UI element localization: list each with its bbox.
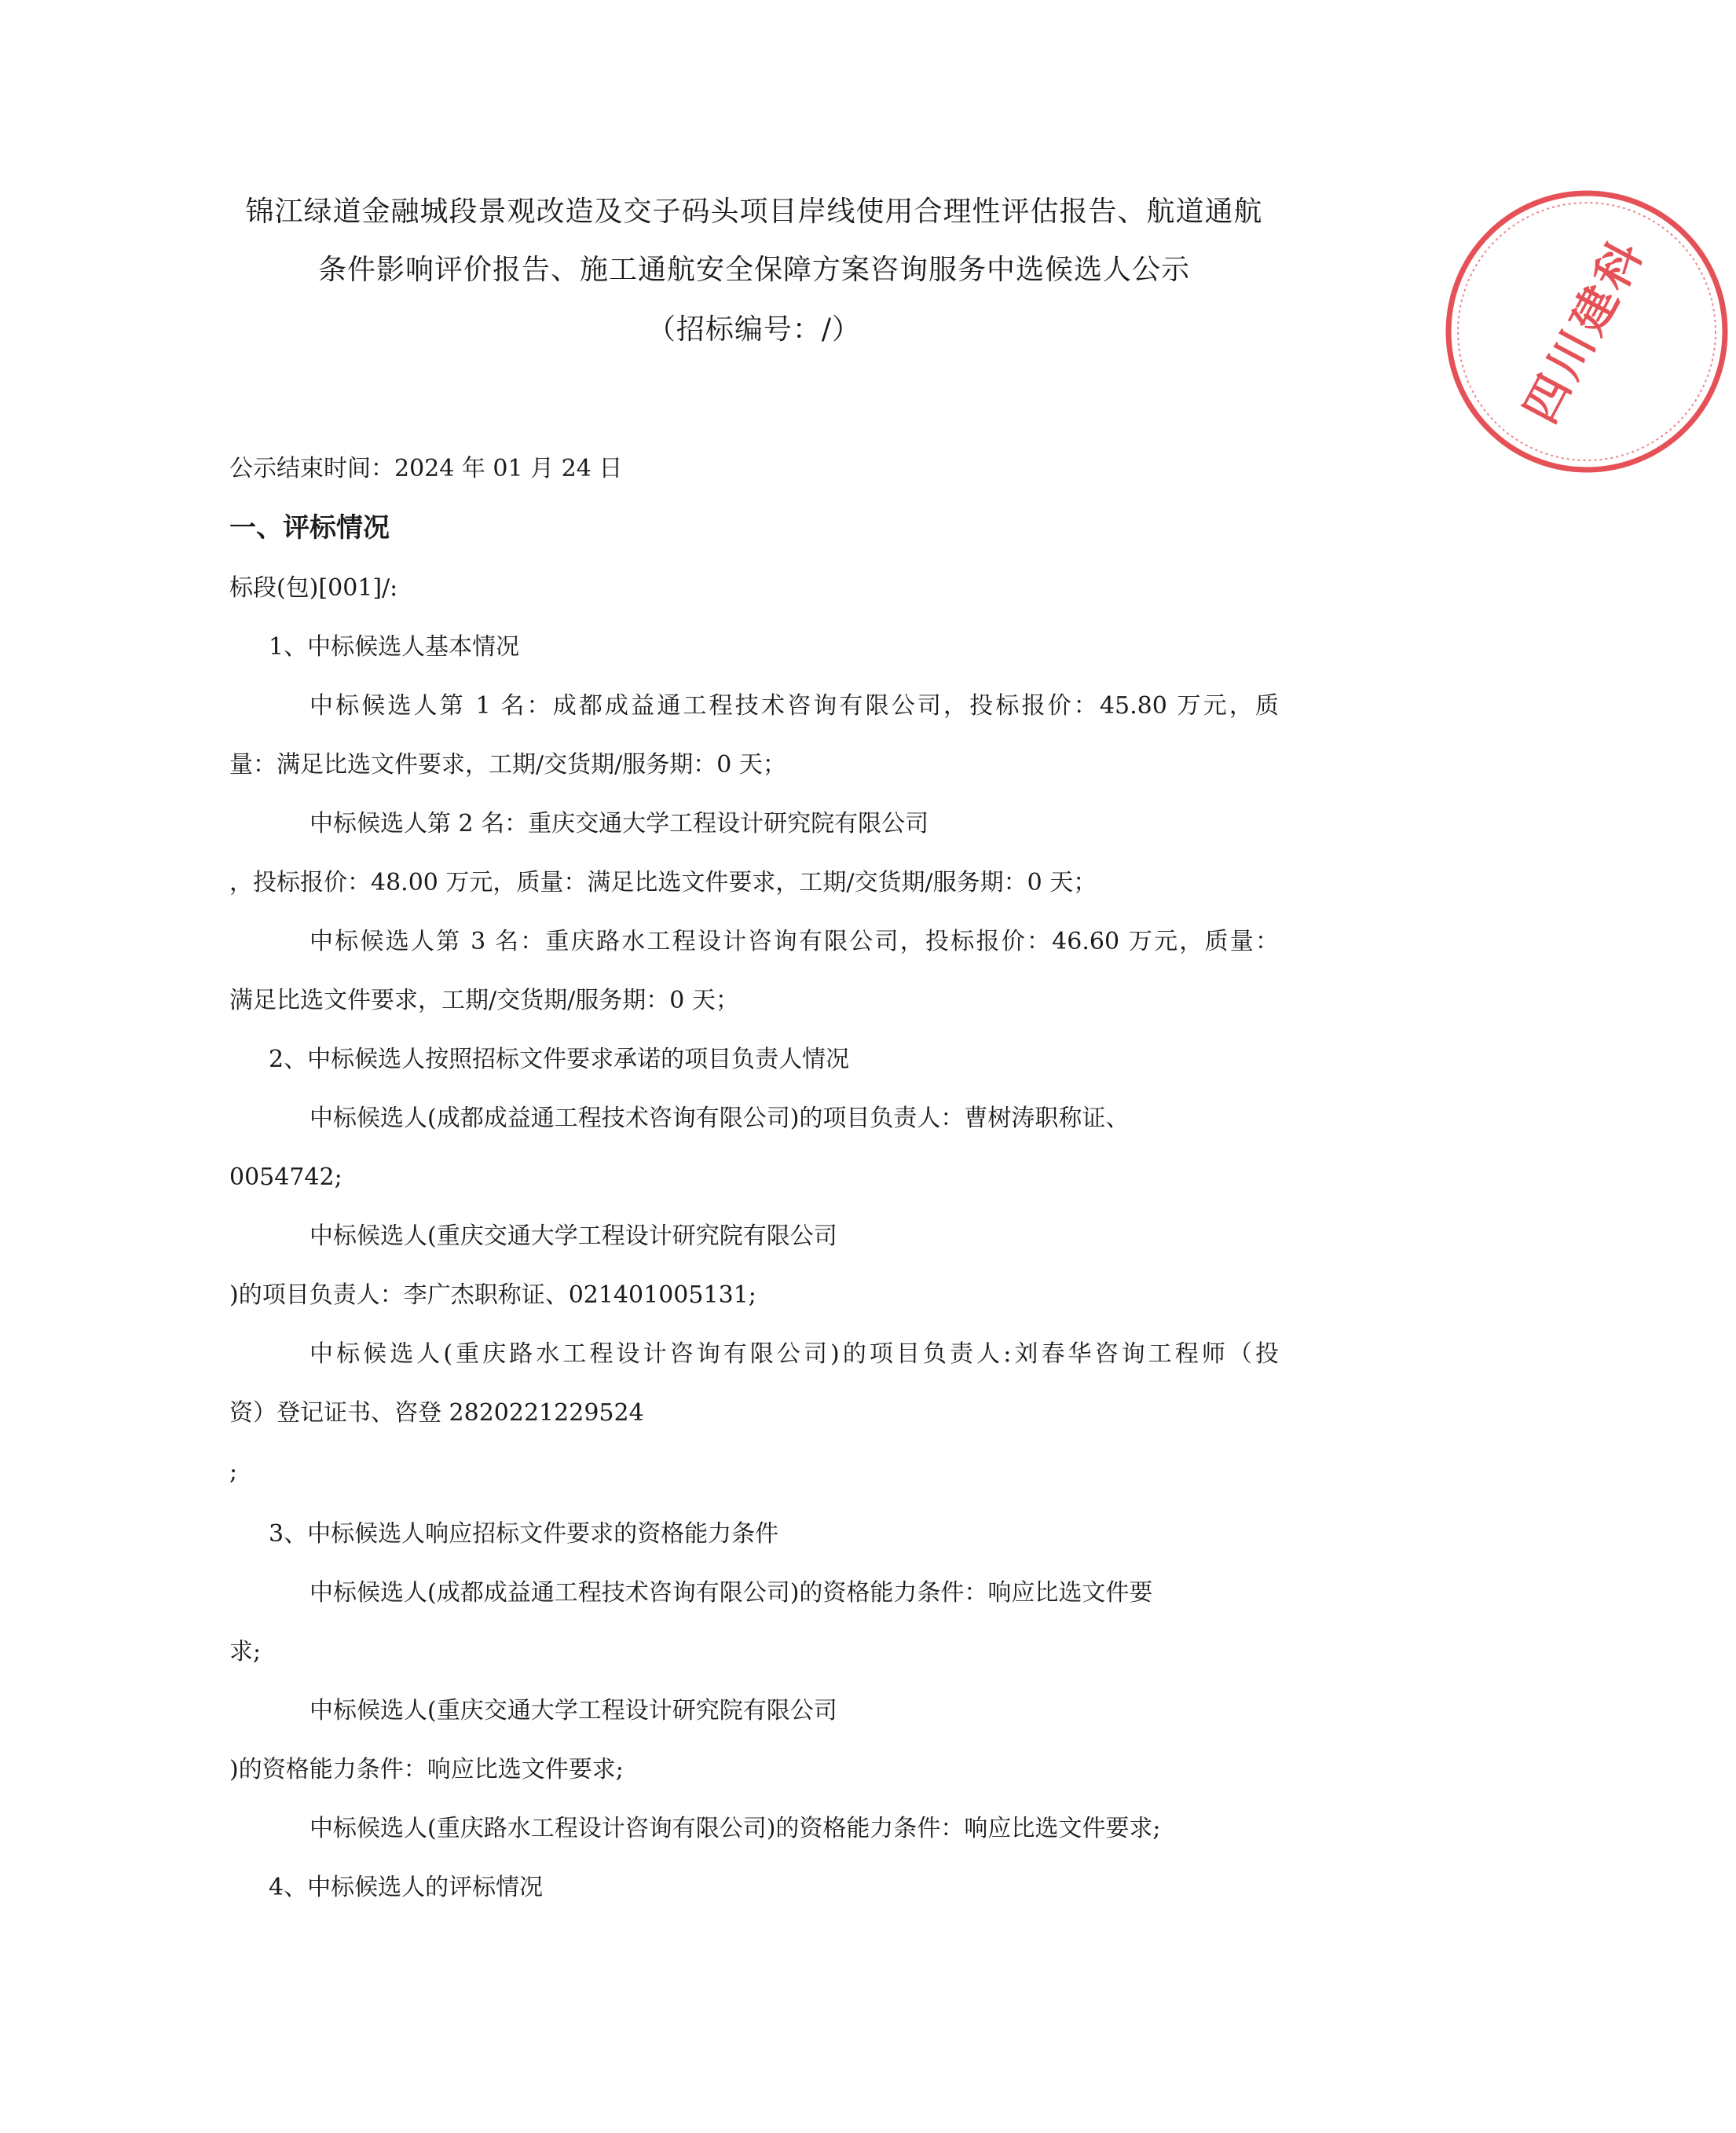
qualification-1-line-2: 求; <box>229 1638 262 1666</box>
subsection-heading-3: 3、中标候选人响应招标文件要求的资格能力条件 <box>269 1520 779 1548</box>
document-title-line-2: 条件影响评价报告、施工通航安全保障方案咨询服务中选候选人公示 <box>317 254 1190 286</box>
candidate-1-line-1: 中标候选人第 1 名：成都成益通工程技术咨询有限公司，投标报价：45.80 万元，质 <box>309 692 1279 720</box>
qualification-3-line-1: 中标候选人(重庆路水工程设计咨询有限公司)的资格能力条件：响应比选文件要求; <box>309 1815 1161 1842</box>
qualification-2-line-1: 中标候选人(重庆交通大学工程设计研究院有限公司 <box>309 1697 837 1724</box>
project-manager-1-line-2: 0054742; <box>229 1164 342 1191</box>
candidate-3-line-1: 中标候选人第 3 名：重庆路水工程设计咨询有限公司，投标报价：46.60 万元，质量： <box>309 928 1279 955</box>
subsection-heading-2: 2、中标候选人按照招标文件要求承诺的项目负责人情况 <box>269 1046 850 1073</box>
qualification-2-line-2: )的资格能力条件：响应比选文件要求; <box>229 1756 624 1783</box>
project-manager-2-line-2: )的项目负责人：李广杰职称证、021401005131; <box>229 1281 756 1309</box>
subsection-heading-4: 4、中标候选人的评标情况 <box>269 1874 544 1901</box>
official-seal-stamp <box>1438 182 1736 481</box>
section-heading-evaluation: 一、评标情况 <box>229 512 390 544</box>
qualification-1-line-1: 中标候选人(成都成益通工程技术咨询有限公司)的资格能力条件：响应比选文件要 <box>309 1579 1153 1607</box>
end-time-value: 2024 年 01 月 24 日 <box>394 455 623 482</box>
end-time-label: 公示结束时间： <box>229 455 394 482</box>
subsection-heading-1: 1、中标候选人基本情况 <box>269 633 520 661</box>
candidate-1-line-2: 量：满足比选文件要求，工期/交货期/服务期：0 天； <box>229 751 786 779</box>
publicity-end-time <box>229 449 622 489</box>
seal-text: 四川建科 <box>1513 229 1655 432</box>
project-manager-3-line-2: 资）登记证书、咨登 2820221229524 <box>229 1399 644 1427</box>
project-manager-3-line-3: ; <box>229 1458 238 1486</box>
candidate-3-line-2: 满足比选文件要求，工期/交货期/服务期：0 天； <box>229 987 739 1014</box>
document-title-line-1: 锦江绿道金融城段景观改造及交子码头项目岸线使用合理性评估报告、航道通航 <box>245 196 1263 228</box>
tender-number: （招标编号：/） <box>646 313 862 346</box>
project-manager-2-line-1: 中标候选人(重庆交通大学工程设计研究院有限公司 <box>309 1222 837 1250</box>
project-manager-3-line-1: 中标候选人(重庆路水工程设计咨询有限公司)的项目负责人:刘春华咨询工程师（投 <box>309 1340 1279 1368</box>
candidate-2-line-2: ，投标报价：48.00 万元，质量：满足比选文件要求，工期/交货期/服务期：0 天； <box>229 869 1097 896</box>
project-manager-1-line-1: 中标候选人(成都成益通工程技术咨询有限公司)的项目负责人：曹树涛职称证、 <box>309 1105 1130 1132</box>
candidate-2-line-1: 中标候选人第 2 名：重庆交通大学工程设计研究院有限公司 <box>309 810 929 837</box>
lot-label: 标段(包)[001]/: <box>229 574 398 602</box>
